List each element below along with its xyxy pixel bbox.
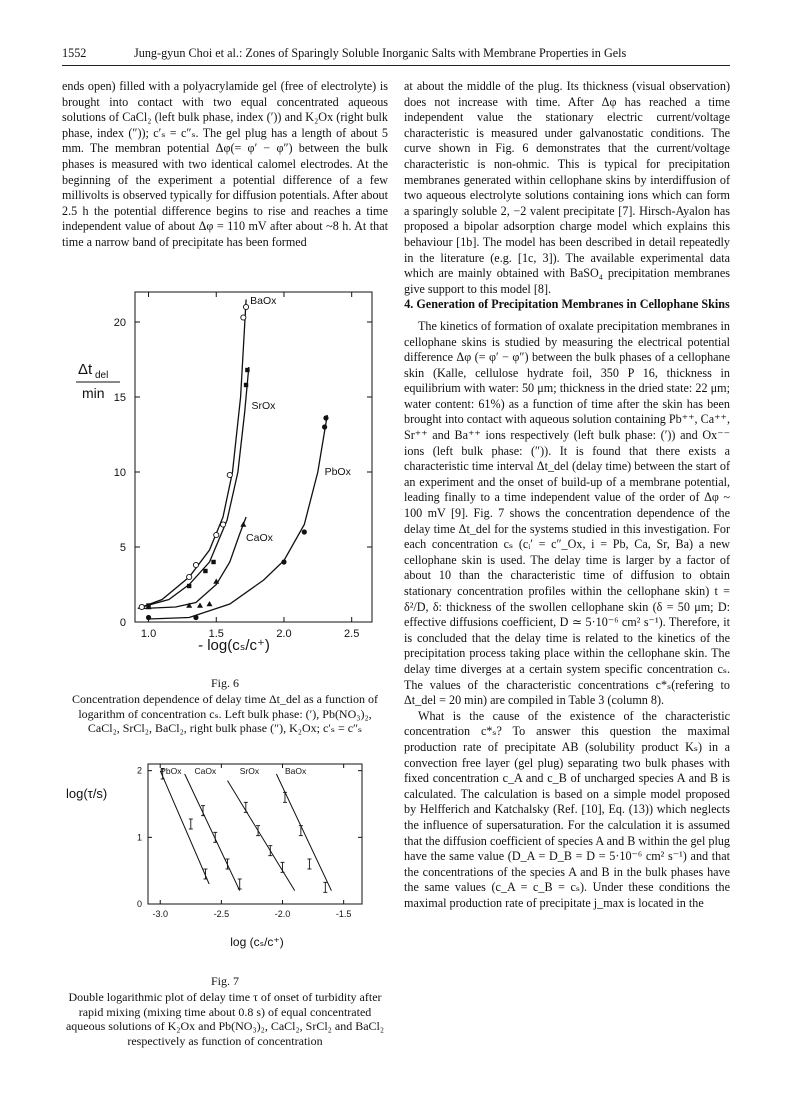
- section-heading: 4. Generation of Precipitation Membranes in Cellophane Skins: [404, 297, 730, 312]
- fig7-caption-title: Fig. 7: [210, 974, 239, 988]
- header-rule: [62, 65, 730, 66]
- left-column: [62, 79, 388, 251]
- fig6-ylabel-top: Δt: [78, 361, 93, 378]
- fig6-point-caox: [206, 601, 212, 606]
- fig6-xlabel: - log(cₛ/c⁺): [198, 637, 270, 654]
- fig6-point-baox: [187, 574, 192, 579]
- fig6-point-baox: [243, 304, 248, 309]
- fig6-curve-srox: [142, 367, 249, 607]
- fig7-line-pbox: [160, 771, 209, 884]
- fig7-errorbar-srox: [281, 862, 285, 872]
- fig6-point-pbox: [193, 615, 198, 620]
- fig6-xtick-label: 2.0: [276, 628, 292, 640]
- left-paragraph-1: ends open) filled with a polyacrylamide gel (free of electrolyte) is brought into contact with two equal concentrated aqueous solutions of CaCl₂ (left bulk phase, index (′)) and K₂Ox (right bulk phase, index (″)); c′ₛ = c″ₛ. The gel plug has a length of about 5 mm. The membran potential Δφ(= φ′ − φ″) between the bulk phases is measured with two identical calomel electrodes. At the beginning of the experiment a potential difference of a few millivolts is observed typically for diffusion potentials. After about 2.5 h the potential difference begins to rise and reaches a time independent value of about Δφ = 110 mV after about ~8 h. At that time a narrow band of precipitate has been formed: [62, 79, 388, 249]
- fig6-curve-label-baox: BaOx: [250, 295, 277, 307]
- fig6-point-pbox: [322, 424, 327, 429]
- figure-6-caption: [62, 676, 388, 736]
- running-head: Jung-gyun Choi et al.: Zones of Sparingly Soluble Inorganic Salts with Membrane Properties in Gels: [134, 46, 627, 60]
- fig7-plot-frame: [148, 764, 362, 904]
- fig6-point-pbox: [323, 415, 328, 420]
- fig7-ytick-label: 2: [136, 765, 142, 776]
- fig6-point-srox: [244, 383, 248, 387]
- fig7-errorbar-pbox: [189, 819, 193, 829]
- page-number: 1552: [62, 46, 87, 60]
- fig7-legend-baox: BaOx: [284, 766, 307, 776]
- figure-7-chart: [62, 754, 388, 968]
- fig7-xtick-label: -2.0: [274, 909, 291, 919]
- fig6-ytick-label: 10: [113, 467, 126, 479]
- fig6-xtick-label: 2.5: [344, 628, 360, 640]
- fig6-caption-text: Concentration dependence of delay time Δt_del as a function of logarithm of concentration cₛ. Left bulk phase: (′), Pb(NO₃)₂, CaCl₂, SrCl₂, BaCl₂, right bulk phase (″), K₂Ox; c′ₛ = c″ₛ: [72, 692, 378, 736]
- fig6-point-pbox: [281, 559, 286, 564]
- fig7-errorbar-baox: [283, 792, 287, 802]
- fig6-xtick-label: 1.5: [208, 628, 224, 640]
- fig7-legend-caox: CaOx: [194, 766, 217, 776]
- fig6-point-srox: [203, 569, 207, 573]
- fig7-errorbar-srox: [256, 826, 260, 836]
- fig6-ylabel-sub: del: [95, 370, 109, 381]
- fig6-ylabel-unit: min: [82, 385, 105, 401]
- fig7-legend-srox: SrOx: [239, 766, 260, 776]
- fig6-curve-label-caox: CaOx: [246, 532, 273, 544]
- fig7-ylabel: log(τ/s): [66, 786, 108, 801]
- fig6-point-pbox: [146, 615, 151, 620]
- fig6-ytick-label: 5: [119, 542, 126, 554]
- fig6-point-srox: [211, 560, 215, 564]
- fig6-point-srox: [187, 584, 191, 588]
- fig7-xtick-label: -2.5: [213, 909, 230, 919]
- fig6-curve-label-srox: SrOx: [251, 400, 276, 412]
- fig6-curve-label-pbox: PbOx: [324, 466, 351, 478]
- fig7-ytick-label: 1: [136, 832, 142, 843]
- fig6-point-baox: [139, 604, 144, 609]
- fig6-point-caox: [240, 522, 246, 527]
- fig7-line-baox: [276, 774, 331, 891]
- fig7-errorbar-baox: [323, 882, 327, 892]
- right-paragraph-1: at about the middle of the plug. Its thickness (visual observation) does not increase with time. After Δφ has reached a time independent value the stationary electric current/voltage characteristic is measured under galvanostatic conditions. The curve shown in Fig. 6 demonstrates that the current/voltage characteristic is non-ohmic. This is typical for precipitation membranes generated within cellophane skins by interdiffusion of two aqueous electrolyte solutions containing ions which can form a sparingly soluble 2, −2 valent precipitate [7]. Hirsch-Ayalon has proposed a bipolar adsorption charge model which explains this behaviour [1b]. The model has been described in detail repeatedly in the literature (e.g. [1c, 3]). The available experimental data which are mainly obtained with BaSO₄ precipitation membranes give support to this model [8].: [404, 79, 730, 296]
- fig7-errorbar-srox: [244, 802, 248, 812]
- fig6-point-baox: [193, 562, 198, 567]
- fig6-point-baox: [241, 315, 246, 320]
- fig7-xtick-label: -1.5: [335, 909, 352, 919]
- right-paragraph-3: What is the cause of the existence of the characteristic concentration c*ₛ? To answer this question the maximal production rate of precipitate AB (solubility product Kₛ) in a convection free layer (gel plug) separating two bulk phases with fixed concentration c_A and c_B of uncharged species A and B is calculated. The calculation is based on a simple model proposed by Helfferich and Katchalsky (Ref. [10], Eq. (13)) which neglects the influence of supersaturation. For the calculation it is assumed that the diffusion coefficient of species A and B within the gel plug have the same value (D_A = D_B = D = 5·10⁻⁶ cm² s⁻¹) and that the concentrations of the species A and B in the bulk phases have the same values (c_A = c_B = cₛ). Under these conditions the maximal production rate of precipitate j_max is located in the: [404, 708, 730, 910]
- fig6-ytick-label: 20: [113, 317, 126, 329]
- fig6-point-baox: [220, 522, 225, 527]
- fig6-point-pbox: [302, 529, 307, 534]
- fig6-xtick-label: 1.0: [140, 628, 157, 640]
- fig7-caption-text: Double logarithmic plot of delay time τ of onset of turbidity after rapid mixing (mixing time about 0.8 s) of equal concentrated aqueous solutions of K₂Ox and Pb(NO₃)₂, CaCl₂, SrCl₂ and BaCl₂ respectively as function of concentration: [65, 990, 385, 1048]
- figure-7-caption: [62, 974, 388, 1048]
- fig6-point-srox: [245, 368, 249, 372]
- fig6-plot-frame: [135, 292, 372, 622]
- fig7-line-caox: [185, 774, 240, 891]
- fig6-caption-title: Fig. 6: [210, 676, 239, 690]
- right-paragraph-2: The kinetics of formation of oxalate precipitation membranes in cellophane skins is studied by measuring the electrical potential difference Δφ (= φ′ − φ″) between the bulk phases of a cellophane skin (Kalle, cellulose hydrate foil, 350 P 16, thickness in equilibrium with water: 50 μm; thickness in the dried state: 22 μm; water content: 61%) as a function of time after the skin has been brought into contact with aqueous solution containing Pb⁺⁺, Ca⁺⁺, Sr⁺⁺ and Ba⁺⁺ ions respectively (left bulk phase: (′)) and Ox⁻⁻ ions (left bulk phase: (″)). It is found that there exists a characteristic time interval Δt_del (delay time) between the start of an experiment and the onset of build-up of a membrane potential, leading finally to a time independent value of the order of Δφ ~ 100 mV [9]. Fig. 7 shows the concentration dependence of the delay time Δt_del for the systems studied in this investigation. For each concentration cₛ (cᵢ′ = c″_Ox, i = Pb, Ca, Sr, Ba) a new cellophane skin is used. The delay time is larger by a factor of about 10 than the characteristic time of diffusion to obtain stationary concentration profiles within the cellophane skin) t = δ²/D, δ: thickness of the swollen cellophane skin (δ = 50 μm; D: effective diffusions coefficient, D ≃ 5·10⁻⁶ cm² s⁻¹). Therefore, it is concluded that the delay time is related to the kinetics of the precipitation process taking place within the cellophane skin. The delay time diverges at a certain system specific concentration cₛ. The values of the characteristic concentrations c*ₛ(refering to Δt_del = 20 min) are compiled in Table 3 (column 8).: [404, 318, 730, 708]
- fig7-errorbar-srox: [268, 846, 272, 856]
- fig6-ytick-label: 0: [119, 617, 126, 629]
- right-column: [404, 79, 730, 911]
- figure-6-chart: [62, 282, 388, 670]
- fig7-ytick-label: 0: [136, 899, 142, 909]
- fig7-xtick-label: -3.0: [152, 909, 168, 919]
- fig6-point-caox: [197, 603, 203, 608]
- fig6-point-baox: [214, 532, 219, 537]
- fig6-ytick-label: 15: [113, 392, 126, 404]
- fig7-errorbar-baox: [307, 859, 311, 869]
- fig7-errorbar-baox: [299, 826, 303, 836]
- fig6-point-baox: [227, 472, 232, 477]
- fig7-xlabel: log (cₛ/c⁺): [230, 935, 284, 949]
- fig7-legend-pbox: PbOx: [160, 766, 182, 776]
